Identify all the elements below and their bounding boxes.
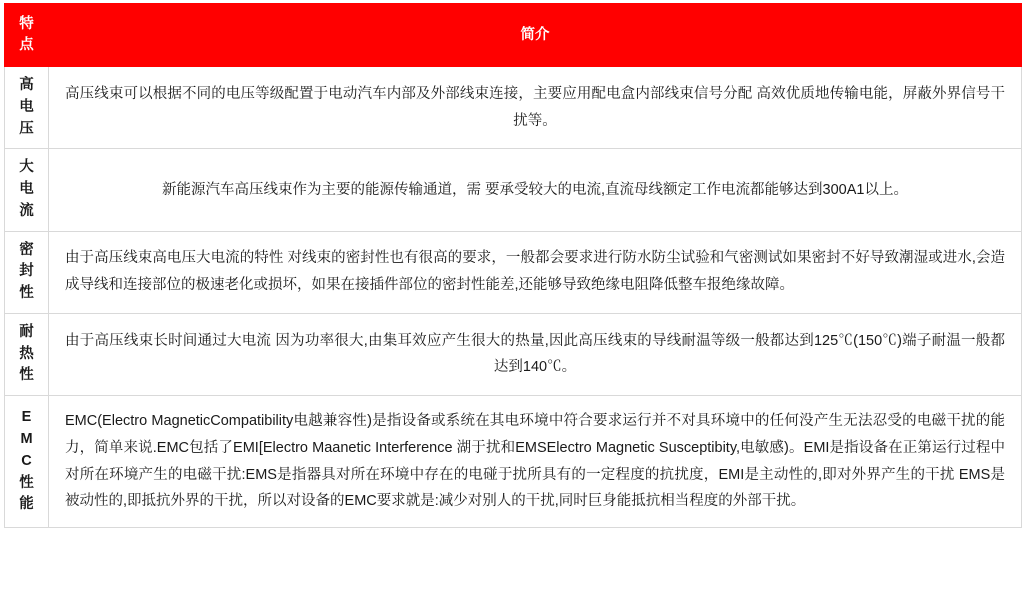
table-row	[5, 149, 1022, 231]
table-row	[5, 231, 1022, 313]
feature-label-emc: EMC性能	[5, 396, 49, 528]
table-row	[5, 313, 1022, 395]
feature-description-emc: EMC(Electro MagneticCompatibility电越兼容性)是指设备或系统在其电环境中符合要求运行并不对具环境中的任何没产生无法忍受的电磁干扰的能力，简单来说.EMC包括了EMI[Electro Maanetic Interference 湖于扰和EMSElectro Magnetic Susceptibity,电敏感)。EMI是指设备在正第运行过程中对所在环境产生的电磁干扰:EMS是指器具对所在环境中存在的电碰于扰所具有的一定程度的抗扰度，EMI是主动性的,即对外界产生的干扰 EMS是被动性的,即抵抗外界的干扰，所以对设备的EMC要求就是:减少对别人的干扰,同时巨身能抵抗相当程度的外部干扰。	[49, 396, 1022, 528]
feature-label-sealing: 密封性	[5, 231, 49, 313]
header-cell-description: 简介	[49, 4, 1022, 67]
feature-description-heat-resistance: 由于高压线束长时间通过大电流 因为功率很大,由集耳效应产生很大的热量,因此高压线束的导线耐温等级一般都达到125℃(150℃)端子耐温一般都达到140℃。	[49, 313, 1022, 395]
table-row	[5, 67, 1022, 149]
feature-label-high-voltage: 高电压	[5, 67, 49, 149]
feature-description-high-current: 新能源汽车高压线束作为主要的能源传输通道，需 要承受较大的电流,直流母线额定工作电流都能够达到300A1以上。	[49, 149, 1022, 231]
table-row	[5, 396, 1022, 528]
feature-table	[4, 3, 1022, 528]
feature-label-high-current: 大电流	[5, 149, 49, 231]
feature-label-heat-resistance: 耐热性	[5, 313, 49, 395]
header-cell-feature: 特点	[5, 4, 49, 67]
table-header-row	[5, 4, 1022, 67]
feature-description-high-voltage: 高压线束可以根据不同的电压等级配置于电动汽车内部及外部线束连接，主要应用配电盒内部线束信号分配 高效优质地传输电能，屏蔽外界信号干扰等。	[49, 67, 1022, 149]
feature-description-sealing: 由于高压线束高电压大电流的特性 对线束的密封性也有很高的要求，一般都会要求进行防水防尘试验和气密测试如果密封不好导致潮湿或进水,会造成导线和连接部位的极速老化或损坏，如果在接插件部位的密封性能差,还能够导致绝缘电阻降低整车报绝缘故障。	[49, 231, 1022, 313]
